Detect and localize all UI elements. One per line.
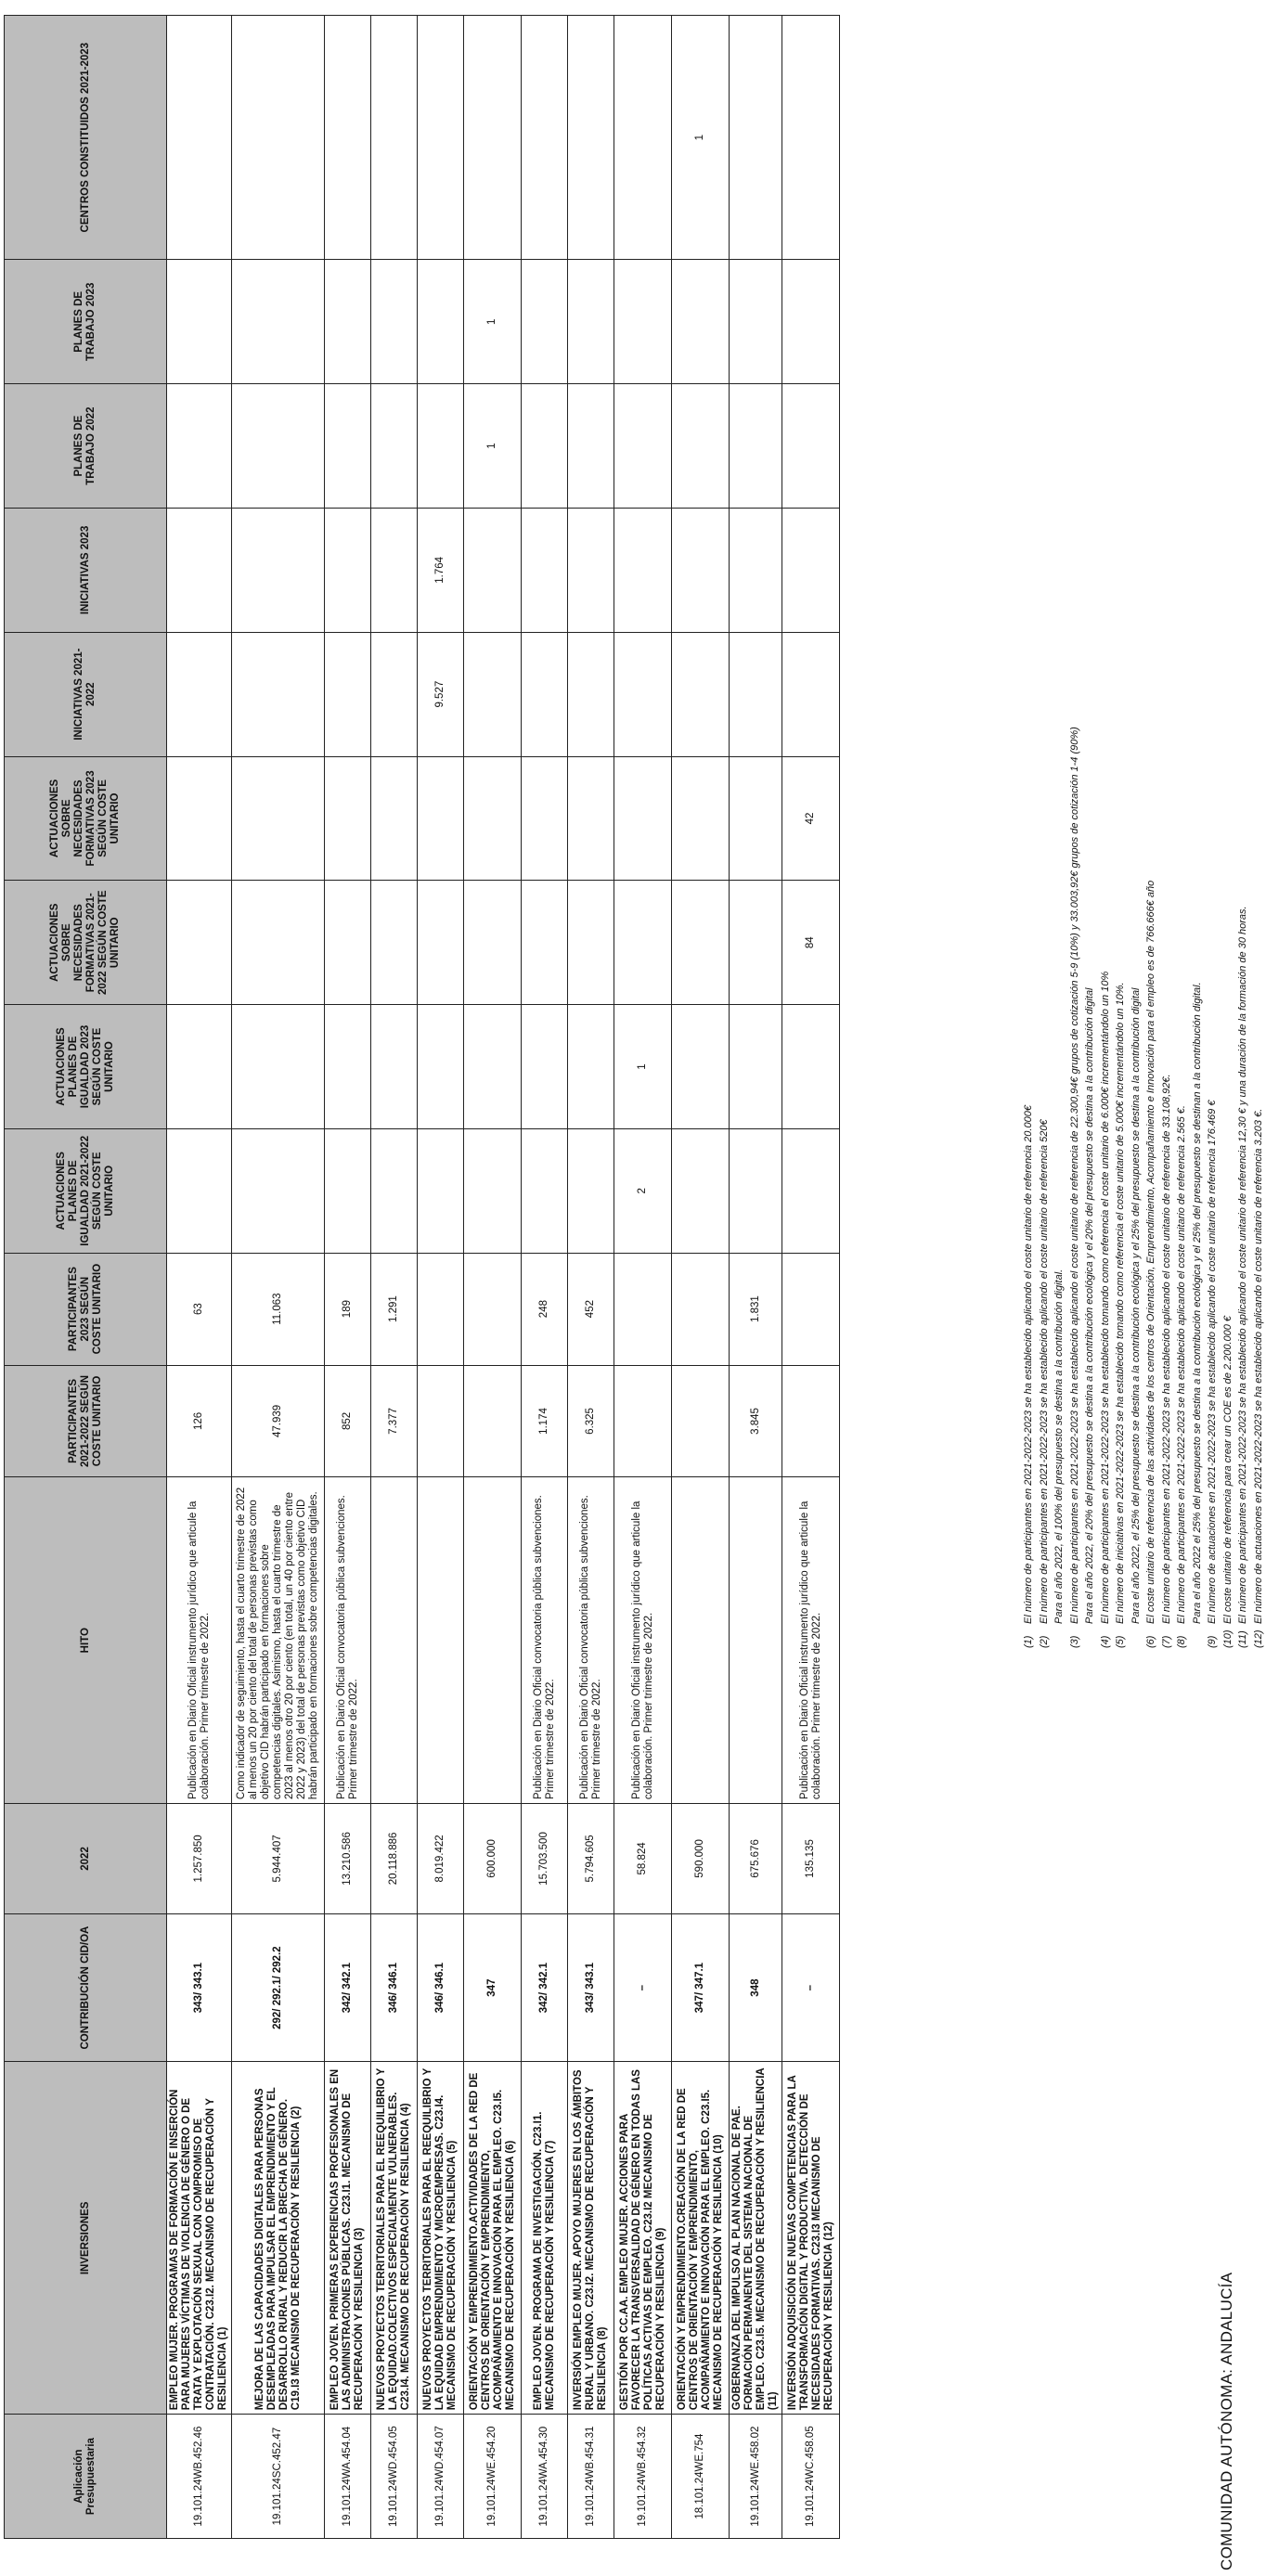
- cell-planes-trabajo-2023: [672, 260, 730, 384]
- cell-actuaciones-igualdad-2021-2022: [167, 1128, 232, 1253]
- cell-importe-2022: 5.794.605: [568, 1804, 614, 1914]
- cell-participantes-2021-2022: [672, 1365, 730, 1477]
- cell-centros-constituidos: [371, 16, 418, 260]
- footnote-text: El número de actuaciones en 2021-2022-2023 se ha establecido aplicando el coste unitario de referencia 3.203 €.: [1252, 1108, 1264, 1624]
- cell-actuaciones-igualdad-2021-2022: [522, 1128, 568, 1253]
- cell-participantes-2021-2022: 6.325: [568, 1365, 614, 1477]
- cell-inversion: NUEVOS PROYECTOS TERRITORIALES PARA EL REEQUILIBRIO Y LA EQUIDAD.COLECTIVOS ESPECIALMENTE VULNERABLES. C23.I4. MECANISMO DE RECUPERACIÓN Y RESILIENCIA (4): [371, 2062, 418, 2415]
- cell-inversion: MEJORA DE LAS CAPACIDADES DIGITALES PARA PERSONAS DESEMPLEADAS PARA IMPULSAR EL EMPRENDIMIENTO Y EL DESARROLLO RURAL Y REDUCIR LA BRECHA DE GÉNERO. C19.I3 MECANISMO DE RECUPERACIÓN Y RESILIENCIA (2): [232, 2062, 325, 2415]
- footnote-text: Para el año 2022, el 20% del presupuesto se destina a la contribución ecológica y el 20% del presupuesto se destina a la contribución digital: [1084, 987, 1095, 1624]
- cell-planes-trabajo-2022: [614, 384, 672, 509]
- header-iniciativas-2023: INICIATIVAS 2023: [5, 508, 167, 632]
- table-header: [5, 16, 167, 2539]
- footnote-marker: (4): [1099, 1635, 1111, 1648]
- cell-actuaciones-necesidades-2021-2022: [522, 881, 568, 1005]
- cell-iniciativas-2021-2022: [371, 632, 418, 756]
- cell-participantes-2023: [614, 1253, 672, 1365]
- header-planes-trabajo-2022: PLANES DE TRABAJO 2022: [5, 384, 167, 509]
- cell-actuaciones-necesidades-2021-2022: [730, 881, 782, 1005]
- cell-participantes-2023: [418, 1253, 464, 1365]
- cell-aplicacion: 18.101.24WE.754: [672, 2415, 730, 2539]
- header-inversiones: INVERSIONES: [5, 2062, 167, 2415]
- cell-actuaciones-igualdad-2023: [522, 1005, 568, 1129]
- cell-actuaciones-necesidades-2023: [167, 756, 232, 881]
- header-planes-trabajo-2023: PLANES DE TRABAJO 2023: [5, 260, 167, 384]
- cell-aplicacion: 19.101.24WB.452.46: [167, 2415, 232, 2539]
- cell-actuaciones-necesidades-2023: [232, 756, 325, 881]
- cell-actuaciones-necesidades-2021-2022: [672, 881, 730, 1005]
- cell-contribucion: 347: [464, 1913, 522, 2062]
- cell-iniciativas-2023: [522, 508, 568, 632]
- cell-inversion: INVERSIÓN ADQUISICIÓN DE NUEVAS COMPETENCIAS PARA LA TRANSFORMACIÓN DIGITAL Y PRODUCTIVA. DETECCIÓN DE NECESIDADES FORMATIVAS. C23.I3 MECANISMO DE RECUPERACIÓN Y RESILIENCIA (12): [782, 2062, 840, 2415]
- cell-planes-trabajo-2023: [522, 260, 568, 384]
- footnote-text: El número de actuaciones en 2021-2022-2023 se ha establecido aplicando el coste unitario de referencia 176.469 €: [1207, 1100, 1218, 1624]
- footnote: [1082, 15, 1098, 1648]
- cell-planes-trabajo-2023: [371, 260, 418, 384]
- cell-aplicacion: 19.101.24WE.454.20: [464, 2415, 522, 2539]
- cell-actuaciones-igualdad-2023: [568, 1005, 614, 1129]
- cell-participantes-2021-2022: [614, 1365, 672, 1477]
- cell-hito: Publicación en Diario Oficial convocatoria pública subvenciones. Primer trimestre de 2022.: [568, 1477, 614, 1804]
- cell-inversion: ORIENTACIÓN Y EMPRENDIMIENTO.ACTIVIDADES DE LA RED DE CENTROS DE ORIENTACIÓN Y EMPRENDIMIENTO, ACOMPAÑAMIENTO E INNOVACIÓN PARA EL EMPLEO. C23.I5. MECANISMO DE RECUPERACIÓN Y RESILIENCIA (6): [464, 2062, 522, 2415]
- header-participantes-2023: PARTICIPANTES 2023 SEGÚN COSTE UNITARIO: [5, 1253, 167, 1365]
- footnote: [1067, 15, 1083, 1648]
- cell-iniciativas-2023: [325, 508, 371, 632]
- footnote: [1098, 15, 1114, 1648]
- table-row: [730, 16, 782, 2539]
- footnote-marker: (7): [1160, 1635, 1172, 1648]
- footnote-marker: (1): [1023, 1635, 1034, 1648]
- cell-actuaciones-necesidades-2021-2022: [167, 881, 232, 1005]
- cell-planes-trabajo-2022: [232, 384, 325, 509]
- cell-centros-constituidos: [232, 16, 325, 260]
- cell-iniciativas-2021-2022: [325, 632, 371, 756]
- cell-iniciativas-2023: [568, 508, 614, 632]
- cell-hito: [464, 1477, 522, 1804]
- cell-participantes-2021-2022: [782, 1365, 840, 1477]
- cell-iniciativas-2021-2022: [167, 632, 232, 756]
- footnote: [1190, 15, 1206, 1648]
- cell-actuaciones-igualdad-2023: [371, 1005, 418, 1129]
- cell-actuaciones-necesidades-2021-2022: 84: [782, 881, 840, 1005]
- footnote: [1235, 15, 1251, 1648]
- cell-iniciativas-2023: [371, 508, 418, 632]
- cell-contribucion: 343/ 343.1: [568, 1913, 614, 2062]
- footnote: [1143, 15, 1159, 1648]
- cell-actuaciones-igualdad-2021-2022: [568, 1128, 614, 1253]
- cell-centros-constituidos: 1: [672, 16, 730, 260]
- cell-actuaciones-igualdad-2023: [672, 1005, 730, 1129]
- cell-centros-constituidos: [464, 16, 522, 260]
- cell-participantes-2021-2022: [418, 1365, 464, 1477]
- cell-actuaciones-igualdad-2023: [418, 1005, 464, 1129]
- header-participantes-2021-2022: PARTICIPANTES 2021-2022 SEGÚN COSTE UNITARIO: [5, 1365, 167, 1477]
- cell-importe-2022: 15.703.500: [522, 1804, 568, 1914]
- region-title: COMUNIDAD AUTÓNOMA: ANDALUCÍA: [1218, 2272, 1235, 2570]
- cell-hito: Publicación en Diario Oficial instrumento jurídico que articule la colaboración. Primer trimestre de 2022.: [167, 1477, 232, 1804]
- header-actuaciones-igualdad-2023: ACTUACIONES PLANES DE IGUALDAD 2023 SEGÚN COSTE UNITARIO: [5, 1005, 167, 1129]
- cell-actuaciones-igualdad-2023: [232, 1005, 325, 1129]
- cell-participantes-2021-2022: 852: [325, 1365, 371, 1477]
- cell-planes-trabajo-2022: [167, 384, 232, 509]
- cell-planes-trabajo-2022: [672, 384, 730, 509]
- cell-hito: [371, 1477, 418, 1804]
- cell-actuaciones-igualdad-2023: [167, 1005, 232, 1129]
- cell-importe-2022: 8.019.422: [418, 1804, 464, 1914]
- header-hito: HITO: [5, 1477, 167, 1804]
- cell-aplicacion: 19.101.24SC.452.47: [232, 2415, 325, 2539]
- cell-hito: Publicación en Diario Oficial instrumento jurídico que articule la colaboración. Primer trimestre de 2022.: [782, 1477, 840, 1804]
- cell-actuaciones-necesidades-2023: [418, 756, 464, 881]
- cell-importe-2022: 675.676: [730, 1804, 782, 1914]
- footnote-marker: (11): [1237, 1630, 1248, 1648]
- table-row: [418, 16, 464, 2539]
- cell-planes-trabajo-2022: [325, 384, 371, 509]
- cell-participantes-2021-2022: 3.845: [730, 1365, 782, 1477]
- cell-aplicacion: 19.101.24WC.458.05: [782, 2415, 840, 2539]
- cell-planes-trabajo-2022: 1: [464, 384, 522, 509]
- cell-inversion: EMPLEO JOVEN. PROGRAMA DE INVESTIGACIÓN. C23.I1. MECANISMO DE RECUPERACIÓN Y RESILIENCIA (7): [522, 2062, 568, 2415]
- cell-inversion: ORIENTACIÓN Y EMPRENDIMIENTO.CREACIÓN DE LA RED DE CENTROS DE ORIENTACIÓN Y EMPRENDIMIENTO, ACOMPAÑAMIENTO E INNOVACIÓN PARA EL EMPLEO. C23.I5. MECANISMO DE RECUPERACIÓN Y RESILIENCIA (10): [672, 2062, 730, 2415]
- cell-actuaciones-necesidades-2023: [464, 756, 522, 881]
- cell-centros-constituidos: [614, 16, 672, 260]
- cell-inversion: GOBERNANZA DEL IMPULSO AL PLAN NACIONAL DE PAE. FORMACIÓN PERMANENTE DEL SISTEMA NACIONAL DE EMPLEO. C23.I5. MECANISMO DE RECUPERACIÓN Y RESILIENCIA (11): [730, 2062, 782, 2415]
- cell-iniciativas-2021-2022: 9.527: [418, 632, 464, 756]
- cell-contribucion: –: [782, 1913, 840, 2062]
- cell-aplicacion: 19.101.24WD.454.07: [418, 2415, 464, 2539]
- cell-actuaciones-necesidades-2023: [371, 756, 418, 881]
- cell-actuaciones-igualdad-2021-2022: [672, 1128, 730, 1253]
- footnote-text: El número de participantes en 2021-2022-2023 se ha establecido tomando como referencia el coste unitario de 6.000€ incrementándolo un 10%: [1099, 971, 1111, 1624]
- cell-participantes-2023: 11.063: [232, 1253, 325, 1365]
- cell-actuaciones-necesidades-2023: 42: [782, 756, 840, 881]
- footnote-text: Para el año 2022, el 25% del presupuesto se destina a la contribución ecológica y el 25% del presupuesto se destina a la contribución digital: [1130, 987, 1142, 1624]
- cell-actuaciones-igualdad-2021-2022: [464, 1128, 522, 1253]
- cell-participantes-2023: 189: [325, 1253, 371, 1365]
- footnote-text: El coste unitario de referencia para crear un COE es de 2.200.000 €: [1221, 1315, 1234, 1624]
- cell-inversion: NUEVOS PROYECTOS TERRITORIALES PARA EL REEQUILIBRIO Y LA EQUIDAD EMPRENDIMIENTO Y MICROEMPRESAS. C23.I4. MECANISMO DE RECUPERACIÓN Y RESILIENCIA (5): [418, 2062, 464, 2415]
- cell-importe-2022: 58.824: [614, 1804, 672, 1914]
- cell-centros-constituidos: [568, 16, 614, 260]
- cell-iniciativas-2023: [672, 508, 730, 632]
- cell-iniciativas-2023: [782, 508, 840, 632]
- cell-hito: [418, 1477, 464, 1804]
- table-row: [167, 16, 232, 2539]
- cell-planes-trabajo-2023: [614, 260, 672, 384]
- footnote: [1052, 15, 1067, 1648]
- cell-actuaciones-igualdad-2023: 1: [614, 1005, 672, 1129]
- cell-importe-2022: 20.118.886: [371, 1804, 418, 1914]
- table-row: [232, 16, 325, 2539]
- cell-participantes-2023: 63: [167, 1253, 232, 1365]
- cell-planes-trabajo-2023: 1: [464, 260, 522, 384]
- cell-centros-constituidos: [522, 16, 568, 260]
- cell-actuaciones-igualdad-2023: [730, 1005, 782, 1129]
- footnote-text: Para el año 2022 el 25% del presupuesto se destina a la contribución ecológica y el 25% del presupuesto se destinan a la contribución digital.: [1191, 982, 1203, 1624]
- table-row: [464, 16, 522, 2539]
- footnote-marker: (6): [1145, 1635, 1156, 1648]
- cell-planes-trabajo-2023: [568, 260, 614, 384]
- cell-iniciativas-2023: 1.764: [418, 508, 464, 632]
- footnote: [1251, 15, 1266, 1648]
- cell-aplicacion: 19.101.24WB.454.31: [568, 2415, 614, 2539]
- cell-actuaciones-igualdad-2023: [782, 1005, 840, 1129]
- cell-actuaciones-necesidades-2021-2022: [371, 881, 418, 1005]
- cell-aplicacion: 19.101.24WA.454.30: [522, 2415, 568, 2539]
- cell-hito: Como indicador de seguimiento, hasta el cuarto trimestre de 2022 al menos un 20 por ciento del total de personas previstas como objetivo CID habrán participado en formaciones sobre competencias digitales. Asimismo, hasta el cuarto trimestre de 2023 al menos otro 20 por ciento (en total, un 40 por ciento entre 2022 y 2023) del total de personas previstas como objetivo CID habrán participado en formaciones sobre competencias digitales.: [232, 1477, 325, 1804]
- cell-centros-constituidos: [418, 16, 464, 260]
- footnote-marker: (10): [1221, 1629, 1234, 1648]
- cell-aplicacion: 19.101.24WB.454.32: [614, 2415, 672, 2539]
- table-row: [782, 16, 840, 2539]
- header-app: Aplicación Presupuestaria: [5, 2415, 167, 2539]
- footnote-text: El coste unitario de referencia de las actividades de los centros de Orientación, Emprendimiento, Acompañamiento e Innovación para el empleo es de 766.666€ año: [1145, 880, 1156, 1624]
- header-actuaciones-necesidades-2023: ACTUACIONES SOBRE NECESIDADES FORMATIVAS 2023 SEGÚN COSTE UNITARIO: [5, 756, 167, 881]
- cell-iniciativas-2023: [730, 508, 782, 632]
- cell-participantes-2021-2022: [464, 1365, 522, 1477]
- cell-actuaciones-igualdad-2023: [325, 1005, 371, 1129]
- footnotes: [1021, 15, 1266, 1648]
- cell-actuaciones-necesidades-2023: [672, 756, 730, 881]
- cell-planes-trabajo-2023: [232, 260, 325, 384]
- footnote-text: Para el año 2022, el 100% del presupuesto se destina a la contribución digital.: [1053, 1269, 1065, 1624]
- footnote-text: El número de participantes en 2021-2022-2023 se ha establecido aplicando el coste unitario de referencia de 33.108,92€.: [1160, 1074, 1172, 1624]
- footnote: [1021, 15, 1037, 1648]
- cell-actuaciones-igualdad-2021-2022: [730, 1128, 782, 1253]
- cell-hito: Publicación en Diario Oficial convocatoria pública subvenciones. Primer trimestre de 2022.: [522, 1477, 568, 1804]
- footnote-text: El número de participantes en 2021-2022-2023 se ha establecido aplicando el coste unitario de referencia de 22.300,94€ grupos de cotización 5-9 (10%) y 33.003,92€ grupos de cotización 1-4 (90%): [1068, 727, 1080, 1624]
- cell-actuaciones-necesidades-2021-2022: [464, 881, 522, 1005]
- cell-actuaciones-necesidades-2021-2022: [568, 881, 614, 1005]
- footnote: [1113, 15, 1129, 1648]
- cell-planes-trabajo-2023: [418, 260, 464, 384]
- cell-actuaciones-necesidades-2023: [568, 756, 614, 881]
- cell-hito: [730, 1477, 782, 1804]
- cell-centros-constituidos: [325, 16, 371, 260]
- cell-planes-trabajo-2023: [325, 260, 371, 384]
- footnote-marker: (2): [1038, 1635, 1050, 1648]
- cell-iniciativas-2021-2022: [672, 632, 730, 756]
- cell-participantes-2023: [782, 1253, 840, 1365]
- cell-centros-constituidos: [167, 16, 232, 260]
- cell-importe-2022: 13.210.586: [325, 1804, 371, 1914]
- table-row: [614, 16, 672, 2539]
- footnote-text: El número de iniciativas en 2021-2022-2023 se ha establecido tomando como referencia el coste unitario de 5.000€ incrementándolo un 10%.: [1115, 982, 1126, 1624]
- cell-contribucion: 347/ 347.1: [672, 1913, 730, 2062]
- cell-contribucion: 348: [730, 1913, 782, 2062]
- cell-iniciativas-2021-2022: [568, 632, 614, 756]
- cell-planes-trabajo-2022: [730, 384, 782, 509]
- cell-aplicacion: 19.101.24WD.454.05: [371, 2415, 418, 2539]
- cell-importe-2022: 5.944.407: [232, 1804, 325, 1914]
- cell-planes-trabajo-2022: [522, 384, 568, 509]
- cell-actuaciones-necesidades-2023: [730, 756, 782, 881]
- cell-actuaciones-igualdad-2021-2022: [325, 1128, 371, 1253]
- cell-aplicacion: 19.101.24WE.458.02: [730, 2415, 782, 2539]
- cell-actuaciones-igualdad-2021-2022: [232, 1128, 325, 1253]
- footnote: [1221, 15, 1236, 1648]
- cell-iniciativas-2021-2022: [232, 632, 325, 756]
- footnote-text: El número de participantes en 2021-2022-2023 se ha establecido aplicando el coste unitario de referencia 520€: [1038, 1119, 1050, 1624]
- cell-actuaciones-necesidades-2023: [522, 756, 568, 881]
- cell-iniciativas-2023: [232, 508, 325, 632]
- cell-hito: Publicación en Diario Oficial convocatoria pública subvenciones. Primer trimestre de 2022.: [325, 1477, 371, 1804]
- footnote-marker: (8): [1176, 1635, 1187, 1648]
- cell-actuaciones-igualdad-2021-2022: 2: [614, 1128, 672, 1253]
- cell-planes-trabajo-2022: [568, 384, 614, 509]
- header-contribucion: CONTRIBUCIÓN CID/OA: [5, 1913, 167, 2062]
- cell-participantes-2023: [672, 1253, 730, 1365]
- footnote-text: El número de participantes en 2021-2022-2023 se ha establecido aplicando el coste unitario de referencia 2.565 €.: [1176, 1105, 1187, 1624]
- cell-iniciativas-2023: [464, 508, 522, 632]
- cell-participantes-2021-2022: 47.939: [232, 1365, 325, 1477]
- cell-contribucion: 346/ 346.1: [371, 1913, 418, 2062]
- footnote-marker: (12): [1252, 1629, 1264, 1648]
- cell-importe-2022: 135.135: [782, 1804, 840, 1914]
- cell-importe-2022: 590.000: [672, 1804, 730, 1914]
- cell-inversion: EMPLEO MUJER. PROGRAMAS DE FORMACIÓN E INSERCIÓN PARA MUJERES VÍCTIMAS DE VIOLENCIA DE GÉNERO O DE TRATA Y EXPLOTACIÓN SEXUAL CON COMPROMISO DE CONTRATACIÓN. C23.I2. MECANISMO DE RECUPERACIÓN Y RESILIENCIA (1): [167, 2062, 232, 2415]
- cell-participantes-2021-2022: 1.174: [522, 1365, 568, 1477]
- cell-actuaciones-igualdad-2021-2022: [418, 1128, 464, 1253]
- table-row: [568, 16, 614, 2539]
- footnote: [1037, 15, 1053, 1648]
- table-row: [371, 16, 418, 2539]
- cell-iniciativas-2021-2022: [730, 632, 782, 756]
- header-2022: 2022: [5, 1804, 167, 1914]
- footnote-text: El número de participantes en 2021-2022-2023 se ha establecido aplicando el coste unitario de referencia 20.000€: [1023, 1105, 1034, 1624]
- cell-actuaciones-necesidades-2023: [614, 756, 672, 881]
- cell-actuaciones-igualdad-2023: [464, 1005, 522, 1129]
- budget-table: [4, 15, 840, 2539]
- cell-actuaciones-igualdad-2021-2022: [371, 1128, 418, 1253]
- footnote: [1159, 15, 1175, 1648]
- footnote-text: El número de participantes en 2021-2022-2023 se ha establecido aplicando el coste unitario de referencia 12,30 € y una duración de la formación de 30 horas.: [1237, 906, 1248, 1624]
- cell-contribucion: 346/ 346.1: [418, 1913, 464, 2062]
- cell-participantes-2023: 452: [568, 1253, 614, 1365]
- cell-planes-trabajo-2022: [418, 384, 464, 509]
- table-row: [325, 16, 371, 2539]
- cell-contribucion: 342/ 342.1: [325, 1913, 371, 2062]
- cell-inversion: EMPLEO JOVEN. PRIMERAS EXPERIENCIAS PROFESIONALES EN LAS ADMINISTRACIONES PÚBLICAS. C23.I1. MECANISMO DE RECUPERACIÓN Y RESILIENCIA (3): [325, 2062, 371, 2415]
- cell-participantes-2023: 248: [522, 1253, 568, 1365]
- footnote: [1129, 15, 1144, 1648]
- cell-iniciativas-2021-2022: [522, 632, 568, 756]
- cell-contribucion: 343/ 343.1: [167, 1913, 232, 2062]
- header-centros-constituidos: CENTROS CONSTITUIDOS 2021-2023: [5, 16, 167, 260]
- cell-centros-constituidos: [730, 16, 782, 260]
- cell-iniciativas-2021-2022: [782, 632, 840, 756]
- table-row: [522, 16, 568, 2539]
- footnote-marker: (5): [1115, 1635, 1126, 1648]
- footnote: [1174, 15, 1190, 1648]
- cell-planes-trabajo-2023: [730, 260, 782, 384]
- cell-participantes-2023: 1.291: [371, 1253, 418, 1365]
- footnote-marker: (3): [1068, 1635, 1080, 1648]
- cell-iniciativas-2021-2022: [464, 632, 522, 756]
- cell-participantes-2021-2022: 126: [167, 1365, 232, 1477]
- footnote: [1205, 15, 1221, 1648]
- cell-iniciativas-2023: [614, 508, 672, 632]
- cell-iniciativas-2021-2022: [614, 632, 672, 756]
- cell-actuaciones-necesidades-2021-2022: [232, 881, 325, 1005]
- cell-centros-constituidos: [782, 16, 840, 260]
- header-actuaciones-necesidades-2021-2022: ACTUACIONES SOBRE NECESIDADES FORMATIVAS 2021-2022 SEGÚN COSTE UNITARIO: [5, 881, 167, 1005]
- cell-importe-2022: 1.257.850: [167, 1804, 232, 1914]
- cell-participantes-2023: [464, 1253, 522, 1365]
- cell-contribucion: 342/ 342.1: [522, 1913, 568, 2062]
- cell-participantes-2021-2022: 7.377: [371, 1365, 418, 1477]
- cell-actuaciones-igualdad-2021-2022: [782, 1128, 840, 1253]
- cell-actuaciones-necesidades-2021-2022: [614, 881, 672, 1005]
- cell-hito: Publicación en Diario Oficial instrumento jurídico que articule la colaboración. Primer trimestre de 2022.: [614, 1477, 672, 1804]
- cell-actuaciones-necesidades-2021-2022: [325, 881, 371, 1005]
- cell-planes-trabajo-2023: [782, 260, 840, 384]
- cell-planes-trabajo-2023: [167, 260, 232, 384]
- cell-participantes-2023: 1.831: [730, 1253, 782, 1365]
- cell-contribucion: 292/ 292.1/ 292.2: [232, 1913, 325, 2062]
- cell-hito: [672, 1477, 730, 1804]
- table-row: [672, 16, 730, 2539]
- header-actuaciones-igualdad-2021-2022: ACTUACIONES PLANES DE IGUALDAD 2021-2022 SEGÚN COSTE UNITARIO: [5, 1128, 167, 1253]
- cell-aplicacion: 19.101.24WA.454.04: [325, 2415, 371, 2539]
- cell-actuaciones-necesidades-2023: [325, 756, 371, 881]
- footnote-marker: (9): [1207, 1635, 1218, 1648]
- cell-inversion: GESTIÓN POR CC.AA. EMPLEO MUJER. ACCIONES PARA FAVORECER LA TRANSVERSALIDAD DE GÉNERO EN TODAS LAS POLÍTICAS ACTIVAS DE EMPLEO. C23.I2 MECANISMO DE RECUPERACIÓN Y RESILIENCIA (9): [614, 2062, 672, 2415]
- table-body: [167, 16, 840, 2539]
- cell-planes-trabajo-2022: [782, 384, 840, 509]
- cell-importe-2022: 600.000: [464, 1804, 522, 1914]
- cell-inversion: INVERSIÓN EMPLEO MUJER. APOYO MUJERES EN LOS ÁMBITOS RURAL Y URBANO. C23.I2. MECANISMO DE RECUPERACIÓN Y RESILIENCIA (8): [568, 2062, 614, 2415]
- cell-actuaciones-necesidades-2021-2022: [418, 881, 464, 1005]
- cell-iniciativas-2023: [167, 508, 232, 632]
- cell-planes-trabajo-2022: [371, 384, 418, 509]
- header-iniciativas-2021-2022: INICIATIVAS 2021-2022: [5, 632, 167, 756]
- cell-contribucion: –: [614, 1913, 672, 2062]
